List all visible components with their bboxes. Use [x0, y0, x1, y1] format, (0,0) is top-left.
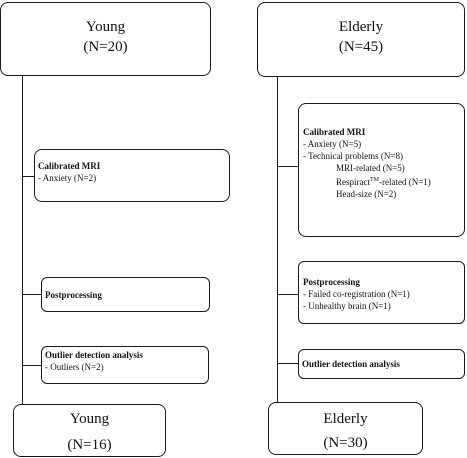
young-postprocessing-title: Postprocessing	[45, 290, 102, 300]
young-outlier-connector	[22, 365, 41, 366]
young-final-count: (N=16)	[67, 437, 112, 453]
young-start-label: Young	[85, 19, 126, 35]
elderly-postprocessing-item: - Failed co-registration (N=1)	[303, 289, 410, 299]
elderly-calibrated-connector	[277, 166, 298, 167]
elderly-final-count: (N=30)	[323, 435, 368, 451]
elderly-outlier-connector	[277, 363, 298, 364]
young-flow-line	[22, 76, 23, 404]
elderly-postprocessing-item: - Unhealthy brain (N=1)	[303, 301, 391, 311]
elderly-technical-item: - Technical problems (N=8)	[303, 151, 403, 161]
elderly-postprocessing-connector	[277, 294, 298, 295]
elderly-headsize-item: Head-size (N=2)	[336, 189, 397, 199]
elderly-flow-line	[277, 77, 278, 402]
elderly-start-count: (N=45)	[338, 39, 384, 55]
young-outlier-box	[41, 346, 209, 384]
elderly-final-box	[268, 402, 423, 455]
elderly-postprocessing-title: Postprocessing	[303, 277, 360, 287]
young-calibrated-box	[34, 149, 230, 202]
elderly-postprocessing-box	[298, 261, 465, 324]
young-outlier-title: Outlier detection analysis	[45, 350, 143, 360]
young-start-box	[0, 2, 211, 76]
young-calibrated-title: Calibrated MRI	[38, 161, 101, 171]
young-start-count: (N=20)	[83, 39, 128, 55]
young-calibrated-connector	[22, 176, 34, 177]
elderly-mri-related-item: MRI-related (N=5)	[336, 163, 405, 173]
young-calibrated-item: - Anxiety (N=2)	[38, 173, 97, 183]
elderly-final-label: Elderly	[323, 411, 368, 427]
elderly-start-label: Elderly	[338, 19, 384, 35]
young-postprocessing-connector	[22, 294, 41, 295]
elderly-outlier-box	[298, 349, 465, 379]
elderly-calibrated-title: Calibrated MRI	[303, 127, 366, 137]
young-outlier-item: - Outliers (N=2)	[45, 362, 104, 372]
young-postprocessing-box	[41, 277, 210, 312]
elderly-start-box	[257, 2, 465, 77]
young-final-box	[13, 404, 166, 457]
elderly-calibrated-box	[298, 103, 465, 237]
young-final-label: Young	[69, 411, 110, 427]
elderly-respiract-item: Respiract™-related (N=1)	[336, 177, 431, 187]
elderly-anxiety-item: - Anxiety (N=5)	[303, 139, 362, 149]
elderly-outlier-title: Outlier detection analysis	[302, 359, 400, 369]
